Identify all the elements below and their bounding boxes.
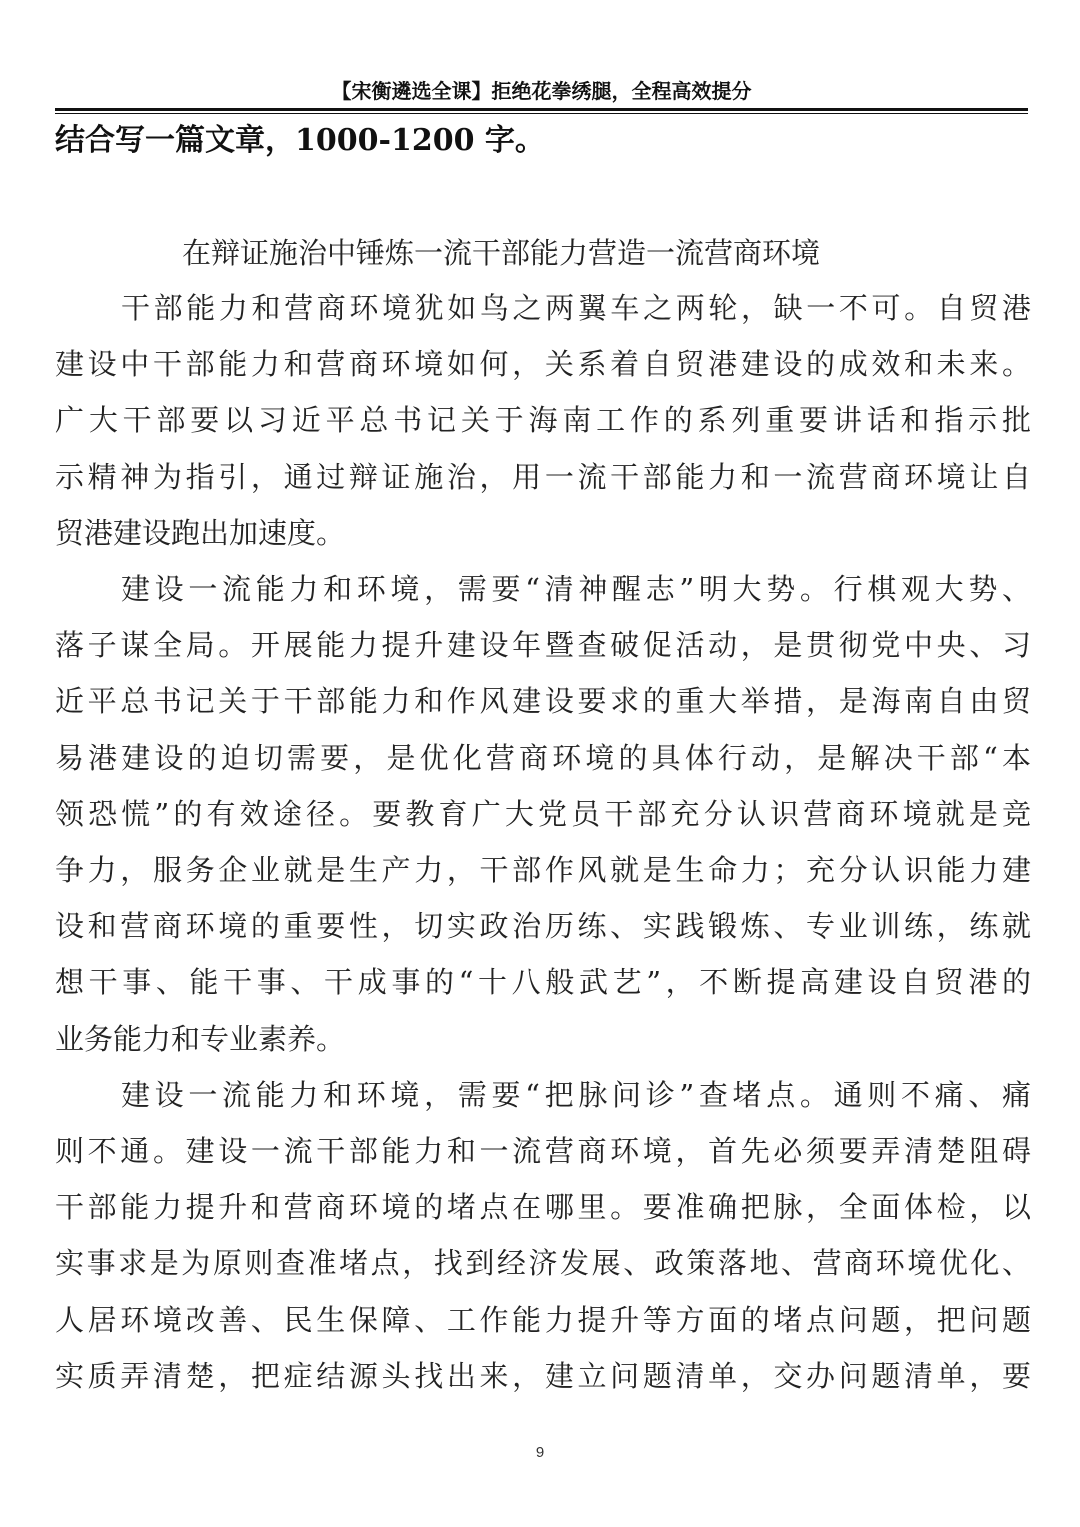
essay-line: 贸港建设跑出加速度。: [55, 516, 346, 550]
essay-line: 争力，服务企业就是生产力，干部作风就是生命力；充分认识能力建: [55, 853, 1031, 887]
essay-line: 建设中干部能力和营商环境如何，关系着自贸港建设的成效和未来。: [55, 347, 1031, 381]
header-rule: [55, 108, 1028, 111]
essay-line: 干部能力提升和营商环境的堵点在哪里。要准确把脉，全面体检，以: [55, 1190, 1031, 1224]
essay-line: 近平总书记关于干部能力和作风建设要求的重大举措，是海南自由贸: [55, 684, 1031, 718]
essay-line: 想干事、能干事、干成事的“十八般武艺”，不断提高建设自贸港的: [55, 965, 1031, 999]
header-rule-thin: [55, 113, 1028, 114]
essay-title: 在辩证施治中锤炼一流干部能力营造一流营商环境: [182, 236, 821, 270]
lead-line: 结合写一篇文章，1000-1200 字。: [55, 123, 545, 158]
essay-line: 业务能力和专业素养。: [55, 1022, 346, 1056]
essay-line: 实质弄清楚，把症结源头找出来，建立问题清单，交办问题清单，要: [55, 1359, 1031, 1393]
page-number: 9: [535, 1444, 545, 1461]
essay-line: 领恐慌”的有效途径。要教育广大党员干部充分认识营商环境就是竞: [55, 797, 1031, 831]
essay-line: 则不通。建设一流干部能力和一流营商环境，首先必须要弄清楚阻碍: [55, 1134, 1031, 1168]
essay-line: 干部能力和营商环境犹如鸟之两翼车之两轮，缺一不可。自贸港: [121, 291, 1031, 325]
page-header: 【宋衡遴选全课】拒绝花拳绣腿，全程高效提分: [331, 79, 752, 103]
essay-line: 建设一流能力和环境，需要“把脉问诊”查堵点。通则不痛、痛: [121, 1078, 1031, 1112]
essay-line: 实事求是为原则查准堵点，找到经济发展、政策落地、营商环境优化、: [55, 1246, 1031, 1280]
essay-line: 示精神为指引，通过辩证施治，用一流干部能力和一流营商环境让自: [55, 460, 1031, 494]
essay-line: 广大干部要以习近平总书记关于海南工作的系列重要讲话和指示批: [55, 403, 1031, 437]
essay-line: 人居环境改善、民生保障、工作能力提升等方面的堵点问题，把问题: [55, 1303, 1031, 1337]
essay-line: 设和营商环境的重要性，切实政治历练、实践锻炼、专业训练，练就: [55, 909, 1031, 943]
essay-line: 落子谋全局。开展能力提升建设年暨查破促活动，是贯彻党中央、习: [55, 628, 1031, 662]
essay-line: 易港建设的迫切需要，是优化营商环境的具体行动，是解决干部“本: [55, 741, 1031, 775]
essay-line: 建设一流能力和环境，需要“清神醒志”明大势。行棋观大势、: [121, 572, 1031, 606]
